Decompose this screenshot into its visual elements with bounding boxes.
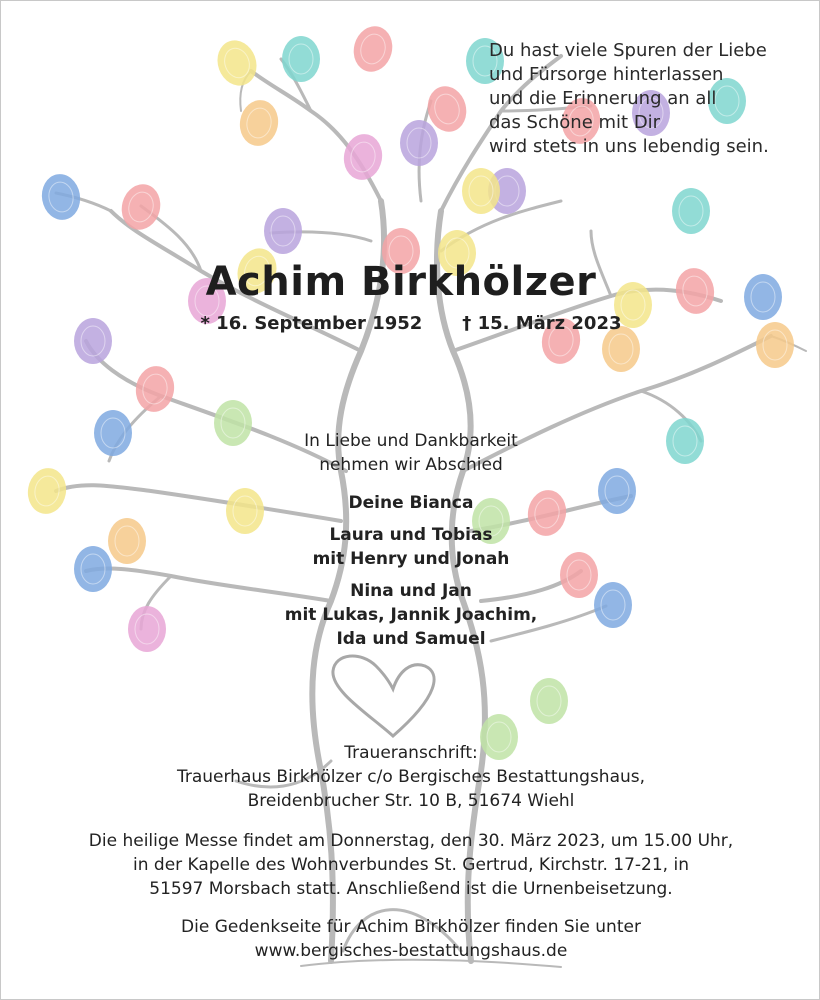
- memorial-line: Die Gedenkseite für Achim Birkhölzer finden Sie unter: [181, 917, 641, 937]
- mass-line: in der Kapelle des Wohnverbundes St. Gertrud, Kirchstr. 17-21, in: [133, 855, 689, 875]
- mourner-line: Laura und Tobias: [329, 525, 493, 545]
- fingerprint-leaf: [340, 131, 385, 183]
- fingerprint-leaf: [94, 410, 132, 456]
- mourner-line: Deine Bianca: [348, 493, 474, 513]
- mass-line: 51597 Morsbach statt. Anschließend ist die Urnenbeisetzung.: [149, 879, 673, 899]
- fingerprint-leaf: [282, 36, 320, 82]
- mourner-line: Nina und Jan: [350, 581, 472, 601]
- fingerprint-leaf: [530, 678, 568, 724]
- fingerprint-leaf: [744, 274, 782, 320]
- fingerprint-leaf: [400, 120, 438, 166]
- fingerprint-leaf: [756, 322, 794, 368]
- quote-line: und Fürsorge hinterlassen: [489, 64, 724, 85]
- address-line: Trauerhaus Birkhölzer c/o Bergisches Bestattungshaus,: [176, 767, 646, 787]
- mourning-address: [101, 741, 721, 813]
- quote-line: das Schöne mit Dir: [489, 112, 661, 133]
- mourner-line: Ida und Samuel: [336, 629, 486, 649]
- fingerprint-leaf: [38, 171, 83, 223]
- fingerprint-leaf: [211, 35, 262, 91]
- fingerprint-leaf: [462, 168, 500, 214]
- fingerprint-leaf: [24, 465, 69, 517]
- heart-carving-icon: [333, 656, 434, 736]
- memorial-website-link[interactable]: www.bergisches-bestattungshaus.de: [254, 941, 568, 961]
- mourner-group: [201, 579, 621, 651]
- fingerprint-leaf: [666, 418, 704, 464]
- quote-line: Du hast viele Spuren der Liebe: [489, 40, 767, 61]
- fingerprint-leaf: [108, 518, 146, 564]
- quote-line: und die Erinnerung an all: [489, 88, 717, 109]
- memorial-page-info: [101, 915, 721, 963]
- farewell-line: In Liebe und Dankbarkeit: [304, 431, 518, 451]
- mass-line: Die heilige Messe findet am Donnerstag, den 30. März 2023, um 15.00 Uhr,: [88, 831, 734, 851]
- address-line: Breidenbrucher Str. 10 B, 51674 Wiehl: [247, 791, 575, 811]
- mourners-list: [201, 491, 621, 659]
- fingerprint-leaf: [672, 265, 717, 317]
- farewell-text: [211, 429, 611, 477]
- mass-announcement: [41, 829, 781, 901]
- fingerprint-leaf: [236, 97, 281, 149]
- fingerprint-leaf: [74, 546, 112, 592]
- quote-line: wird stets in uns lebendig sein.: [489, 136, 769, 157]
- fingerprint-leaf: [74, 318, 112, 364]
- fingerprint-leaf: [117, 180, 166, 234]
- fingerprint-leaf: [132, 363, 177, 415]
- fingerprint-leaf: [264, 208, 302, 254]
- mourner-line: mit Henry und Jonah: [312, 549, 510, 569]
- address-line: Traueranschrift:: [344, 743, 478, 763]
- life-dates: [161, 313, 661, 334]
- mourner-group: [201, 491, 621, 515]
- mourner-line: mit Lukas, Jannik Joachim,: [284, 605, 538, 625]
- deceased-name: Achim Birkhölzer: [205, 259, 597, 305]
- birth-date: * 16. September 1952: [200, 313, 423, 334]
- memorial-quote: [489, 39, 789, 159]
- fingerprint-leaf: [349, 22, 398, 76]
- death-date: † 15. März 2023: [462, 313, 622, 334]
- farewell-line: nehmen wir Abschied: [319, 455, 503, 475]
- fingerprint-leaf: [128, 606, 166, 652]
- mourner-group: [201, 523, 621, 571]
- fingerprint-leaf: [672, 188, 710, 234]
